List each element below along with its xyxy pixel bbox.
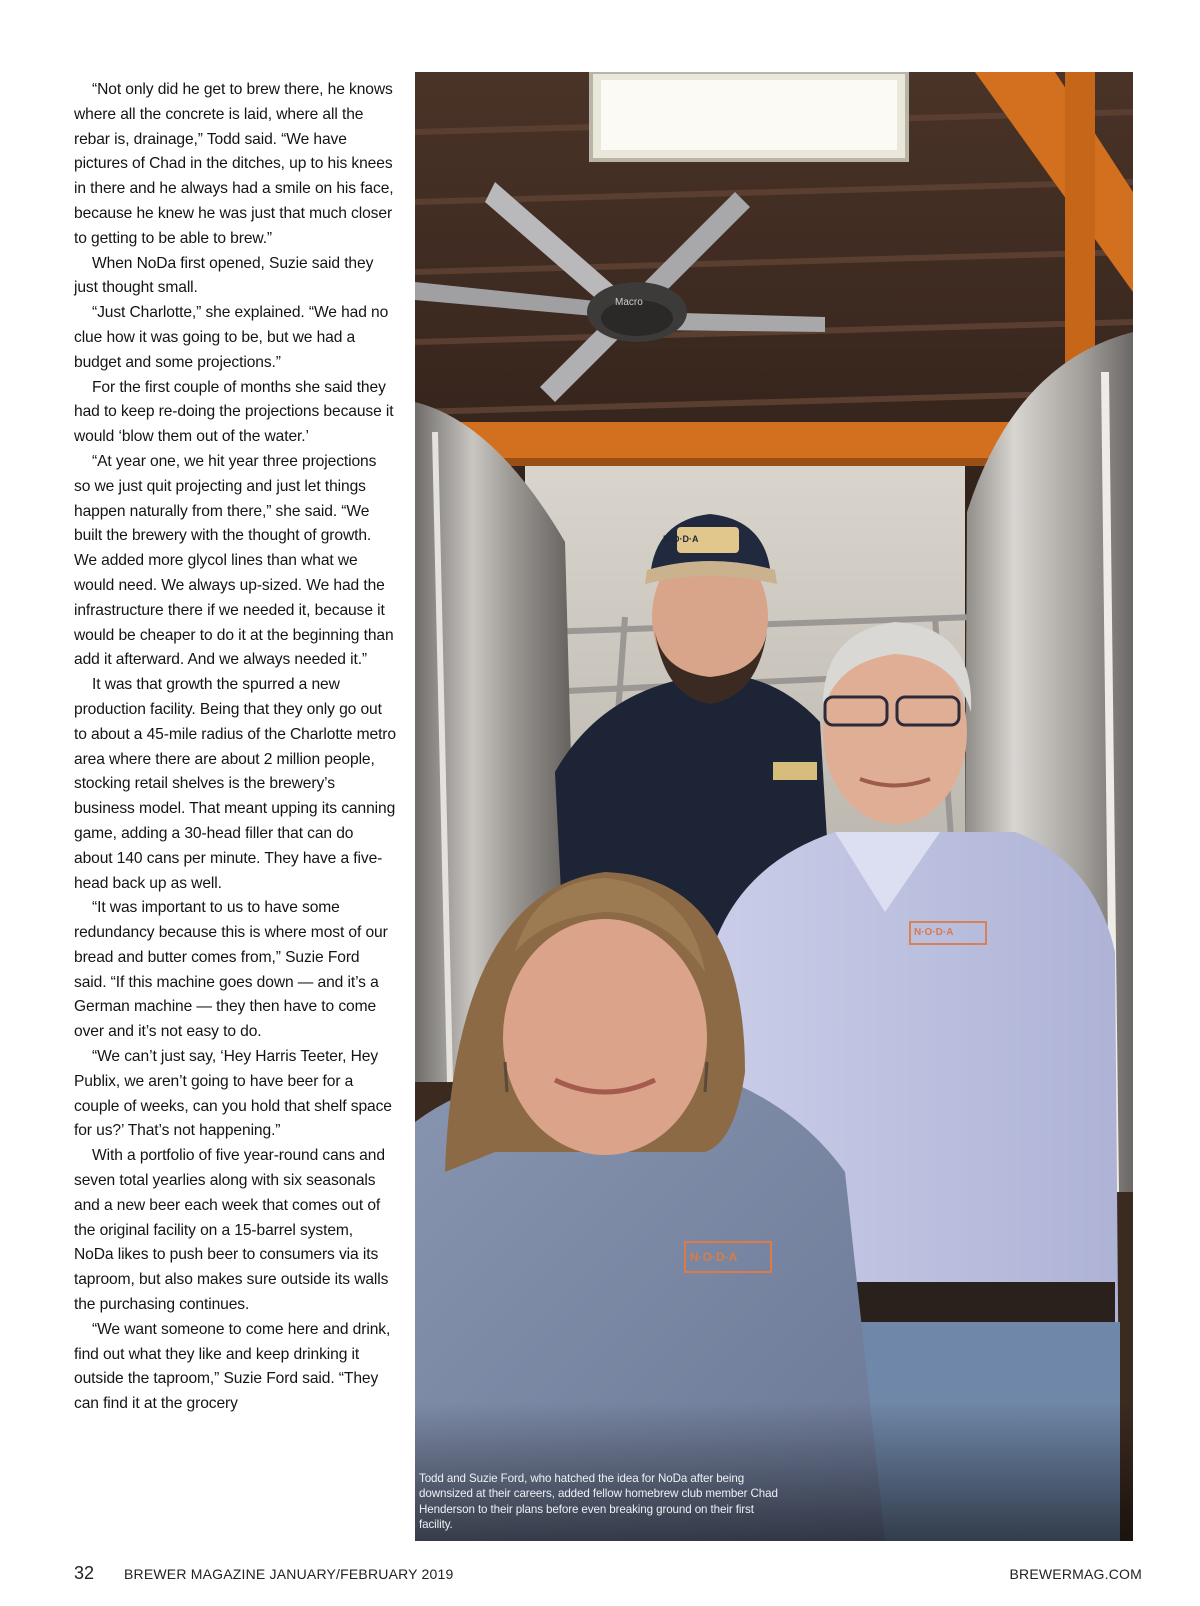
- photo-caption: Todd and Suzie Ford, who hatched the idea for NoDa after being downsized at their careers, added fellow homebrew club member Chad Henderson to their plans before even breaking ground on their first facility.: [419, 1471, 778, 1532]
- article-paragraph: With a portfolio of five year-round cans and seven total yearlies along with six seasonals and a new beer each week that comes out of the original facility on a 15-barrel system, NoDa likes to push beer to consumers via its taproom, but also makes sure outside its walls the purchasing continues.: [74, 1147, 389, 1314]
- page-footer: [74, 1563, 1142, 1585]
- brewery-photo: [415, 72, 1133, 1541]
- website-url: BREWERMAG.COM: [1009, 1566, 1142, 1582]
- article-paragraph: “Not only did he get to brew there, he knows where all the concrete is laid, where all the rebar is, drainage,” Todd said. “We have pictures of Chad in the ditches, up to his knees in there and he always had a smile on his face, because he knew he was just that much closer to getting to be able to brew.”: [74, 81, 394, 247]
- logo-mark-back: N·O·D·A: [663, 534, 699, 544]
- publication-name: BREWER MAGAZINE JANUARY/FEBRUARY 2019: [124, 1566, 454, 1582]
- article-paragraph: “It was important to us to have some redundancy because this is where most of our bread and butter comes from,” Suzie Ford said. “If this machine goes down — and it’s a German machine — they then have to come over and it’s not easy to do.: [74, 899, 388, 1041]
- article-paragraph: “Just Charlotte,” she explained. “We had no clue how it was going to be, but we had a budget and some projections.”: [74, 304, 389, 371]
- logo-mark-right: N·O·D·A: [914, 927, 954, 938]
- article-paragraph: “At year one, we hit year three projections so we just quit projecting and just let things happen naturally from there,” she said. “We built the brewery with the thought of growth. We added more glycol lines than what we would need. We always up-sized. We had the infrastructure there if we needed it, because it would be cheaper to do it at the beginning than add it afterward. And we always needed it.”: [74, 452, 394, 669]
- fan-brand-text: Macro: [615, 297, 643, 308]
- article-paragraph: “We want someone to come here and drink, find out what they like and keep drinking it outside the taproom,” Suzie Ford said. “They can find it at the grocery: [74, 1320, 391, 1413]
- article-paragraph: When NoDa first opened, Suzie said they just thought small.: [74, 254, 374, 297]
- article-paragraph: “We can’t just say, ‘Hey Harris Teeter, Hey Publix, we aren’t going to have beer for a couple of weeks, can you hold that shelf space for us?’ That’s not happening.”: [74, 1048, 392, 1140]
- article-paragraph: It was that growth the spurred a new production facility. Being that they only go out to about a 45-mile radius of the Charlotte metro area where there are about 2 million people, stocking retail shelves is the brewery’s business model. That meant upping its canning game, adding a 30-head filler that can do about 140 cans per minute. They have a five-head back up as well.: [74, 676, 396, 892]
- page-number: 32: [74, 1563, 95, 1583]
- logo-mark-front: N·O·D·A: [690, 1250, 738, 1264]
- article-paragraph: For the first couple of months she said they had to keep re-doing the projections because it would ‘blow them out of the water.’: [74, 378, 394, 446]
- article-column: [74, 78, 396, 1417]
